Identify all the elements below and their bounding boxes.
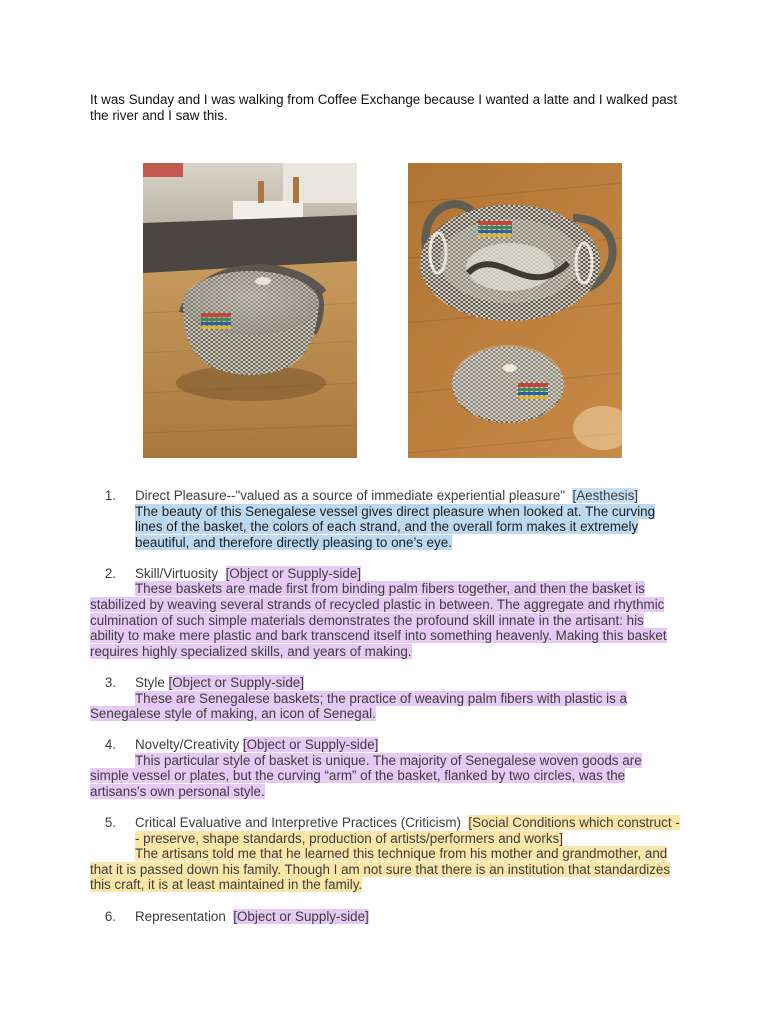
- list-number: 1.: [104, 488, 116, 503]
- list-item: [90, 566, 680, 660]
- list-number: 2.: [104, 565, 116, 581]
- item-tag: [Object or Supply-side]: [168, 674, 304, 690]
- list-number: 4.: [104, 737, 116, 753]
- item-body: The beauty of this Senegalese vessel gives direct pleasure when looked at. The curving lines of the basket, the colors of each strand, and the overall form makes it extremely beautiful, and therefore directly pleasing to one’s eye.: [135, 503, 656, 550]
- basket-photo-2: [408, 163, 622, 458]
- item-body: These baskets are made first from binding palm fibers together, and then the basket is stabilized by weaving several strands of recycled plastic in between. The aggregate and rhythmic culmination of such simple materials demonstrates the profound skill innate in the artisant: his ability to make mere plastic and bark transcend itself into something heavenly. Making this basket requires highly specialized skills, and years of making.: [90, 581, 667, 659]
- list-item: [90, 909, 680, 925]
- list-item: [90, 488, 680, 550]
- item-title: Direct Pleasure--"valued as a source of immediate experiential pleasure": [135, 488, 566, 503]
- list-item: [90, 737, 680, 799]
- item-tag: [Social Conditions which construct -- preserve, shape standards, production of artists/performers and works]: [135, 815, 680, 846]
- basket-photo-1: [143, 163, 357, 458]
- list-number: 6.: [104, 908, 116, 924]
- intro-paragraph: It was Sunday and I was walking from Coffee Exchange because I wanted a latte and I walked past the river and I saw this.: [90, 92, 678, 123]
- item-tag: [Object or Supply-side]: [242, 737, 379, 753]
- item-body: This particular style of basket is unique. The majority of Senegalese woven goods are simple vessel or plates, but the curving “arm” of the basket, flanked by two circles, was the artisans’s own personal style.: [90, 752, 642, 799]
- criteria-list: [90, 488, 680, 940]
- item-title: Skill/Virtuosity: [135, 565, 219, 581]
- item-tag: [Object or Supply-side]: [233, 908, 369, 924]
- item-title: Representation: [135, 908, 226, 924]
- list-item: [90, 815, 680, 893]
- list-number: 3.: [104, 674, 116, 690]
- item-body: These are Senegalese baskets; the practice of weaving palm fibers with plastic is a Senegalese style of making, an icon of Senegal.: [90, 690, 627, 722]
- item-title: Critical Evaluative and Interpretive Practices (Criticism): [135, 815, 461, 831]
- item-title: Style: [135, 674, 165, 690]
- item-body: The artisans told me that he learned this technique from his mother and grandmother, and that it is passed down his family. Though I am not sure that there is an institution that standardizes this craft, it is at least maintained in the family.: [90, 846, 671, 893]
- list-number: 5.: [104, 815, 116, 831]
- list-item: [90, 675, 680, 722]
- item-title: Novelty/Creativity: [135, 737, 240, 753]
- item-tag: [Object or Supply-side]: [225, 565, 362, 581]
- item-tag: [Aesthesis]: [572, 488, 638, 503]
